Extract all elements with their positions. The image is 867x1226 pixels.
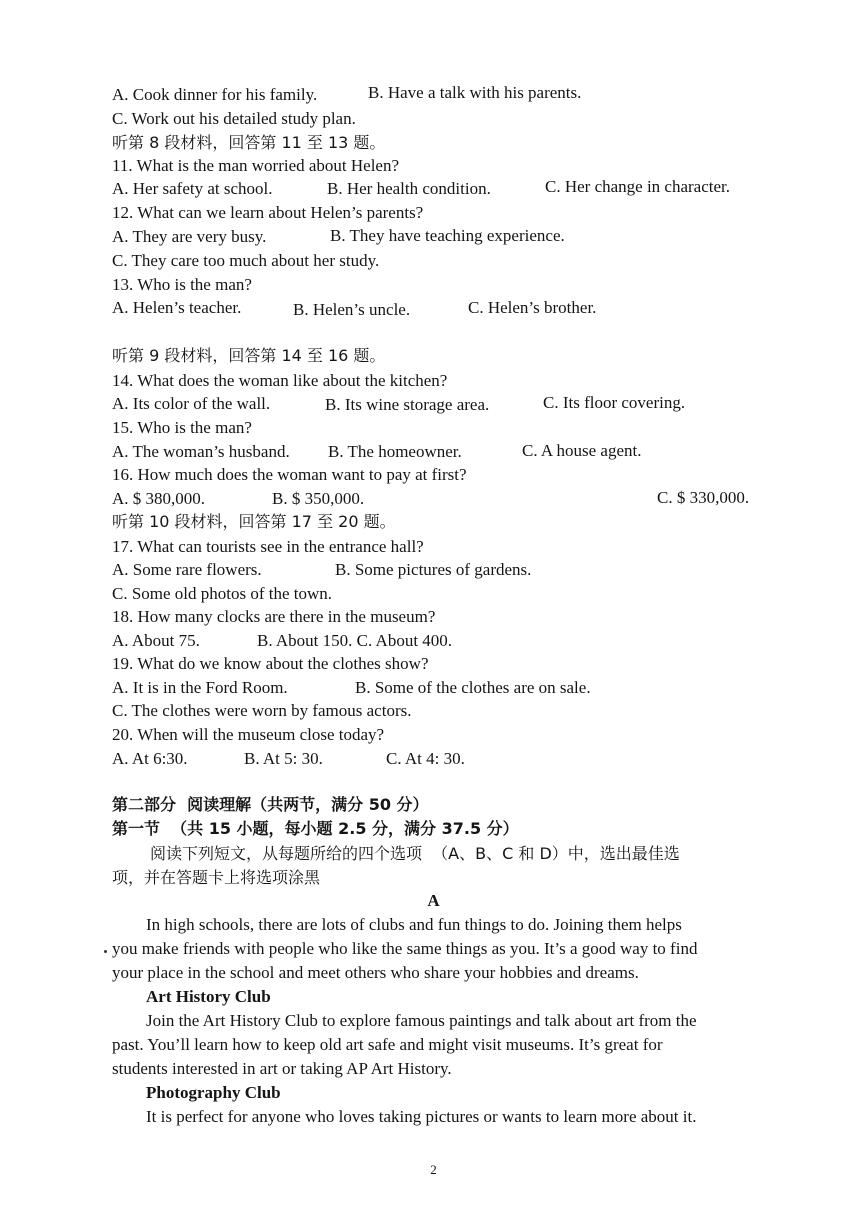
option-b: B. Some pictures of gardens. bbox=[335, 560, 532, 579]
option-c: C. They care too much about her study. bbox=[112, 251, 380, 270]
club-title: Photography Club bbox=[146, 1083, 281, 1102]
section-header: 听第 9 段材料，回答第 14 至 16 题。 bbox=[112, 346, 386, 365]
question-19: 19. What do we know about the clothes show? bbox=[112, 654, 429, 673]
question-20: 20. When will the museum close today? bbox=[112, 725, 385, 744]
option-a: A. The woman’s husband. bbox=[112, 442, 290, 461]
question-17: 17. What can tourists see in the entrance hall? bbox=[112, 537, 424, 556]
club-title: Art History Club bbox=[146, 987, 271, 1006]
option-a: A. Her safety at school. bbox=[112, 179, 273, 198]
option-a: A. Some rare flowers. bbox=[112, 560, 262, 579]
option-c: C. Her change in character. bbox=[545, 177, 731, 196]
paragraph-line: It is perfect for anyone who loves taking pictures or wants to learn more about it. bbox=[146, 1107, 697, 1126]
page-number: 2 bbox=[430, 1162, 437, 1177]
scan-speck bbox=[104, 950, 107, 953]
section-header: 听第 10 段材料，回答第 17 至 20 题。 bbox=[112, 512, 396, 531]
option-c: C. Its floor covering. bbox=[543, 393, 686, 412]
paragraph-line: past. You’ll learn how to keep old art safe and might visit museums. It’s great for bbox=[112, 1035, 663, 1054]
option-c: C. At 4: 30. bbox=[386, 749, 465, 768]
option-b: B. Her health condition. bbox=[327, 179, 491, 198]
option-c: C. The clothes were worn by famous actors. bbox=[112, 701, 412, 720]
option-c: C. Helen’s brother. bbox=[468, 298, 597, 317]
option-b: B. The homeowner. bbox=[328, 442, 462, 461]
option-c: C. Some old photos of the town. bbox=[112, 584, 333, 603]
option-a: A. About 75. bbox=[112, 631, 200, 650]
option-a: A. It is in the Ford Room. bbox=[112, 678, 288, 697]
paragraph-line: students interested in art or taking AP Art History. bbox=[112, 1059, 452, 1078]
option-b: B. $ 350,000. bbox=[272, 489, 365, 508]
paragraph-line: In high schools, there are lots of clubs and fun things to do. Joining them helps bbox=[146, 915, 682, 934]
option-a: A. At 6:30. bbox=[112, 749, 188, 768]
option-b: B. They have teaching experience. bbox=[330, 226, 565, 245]
paragraph-line: Join the Art History Club to explore famous paintings and talk about art from the bbox=[146, 1011, 697, 1030]
question-18: 18. How many clocks are there in the museum? bbox=[112, 607, 436, 626]
option-b: B. At 5: 30. bbox=[244, 749, 323, 768]
option-b: B. Its wine storage area. bbox=[325, 395, 490, 414]
option-b: B. Have a talk with his parents. bbox=[368, 83, 582, 102]
option-a: A. Cook dinner for his family. bbox=[112, 85, 318, 104]
section-header: 听第 8 段材料，回答第 11 至 13 题。 bbox=[112, 133, 386, 152]
option-b: B. Some of the clothes are on sale. bbox=[355, 678, 591, 697]
question-13: 13. Who is the man? bbox=[112, 275, 252, 294]
question-15: 15. Who is the man? bbox=[112, 418, 252, 437]
question-12: 12. What can we learn about Helen’s parents? bbox=[112, 203, 424, 222]
option-a: A. They are very busy. bbox=[112, 227, 267, 246]
passage-label: A bbox=[427, 891, 440, 910]
paragraph-line: you make friends with people who like the same things as you. It’s a good way to find bbox=[112, 939, 698, 958]
question-14: 14. What does the woman like about the kitchen? bbox=[112, 371, 448, 390]
option-a: A. Helen’s teacher. bbox=[112, 298, 242, 317]
section-heading: 第一节 （共 15 小题，每小题 2.5 分，满分 37.5 分） bbox=[112, 819, 519, 838]
option-c: C. Work out his detailed study plan. bbox=[112, 109, 356, 128]
instruction-line: 项，并在答题卡上将选项涂黑 bbox=[112, 868, 321, 887]
option-a: A. $ 380,000. bbox=[112, 489, 206, 508]
paragraph-line: your place in the school and meet others who share your hobbies and dreams. bbox=[112, 963, 639, 982]
option-b: B. Helen’s uncle. bbox=[293, 300, 411, 319]
option-b: B. About 150. C. About 400. bbox=[257, 631, 453, 650]
option-c: C. $ 330,000. bbox=[657, 488, 750, 507]
part-heading: 第二部分 阅读理解（共两节，满分 50 分） bbox=[112, 795, 429, 814]
instruction-line: 阅读下列短文，从每题所给的四个选项 （A、B、C 和 D）中，选出最佳选 bbox=[150, 844, 680, 863]
option-c: C. A house agent. bbox=[522, 441, 642, 460]
question-11: 11. What is the man worried about Helen? bbox=[112, 156, 400, 175]
option-a: A. Its color of the wall. bbox=[112, 394, 271, 413]
question-16: 16. How much does the woman want to pay at first? bbox=[112, 465, 467, 484]
